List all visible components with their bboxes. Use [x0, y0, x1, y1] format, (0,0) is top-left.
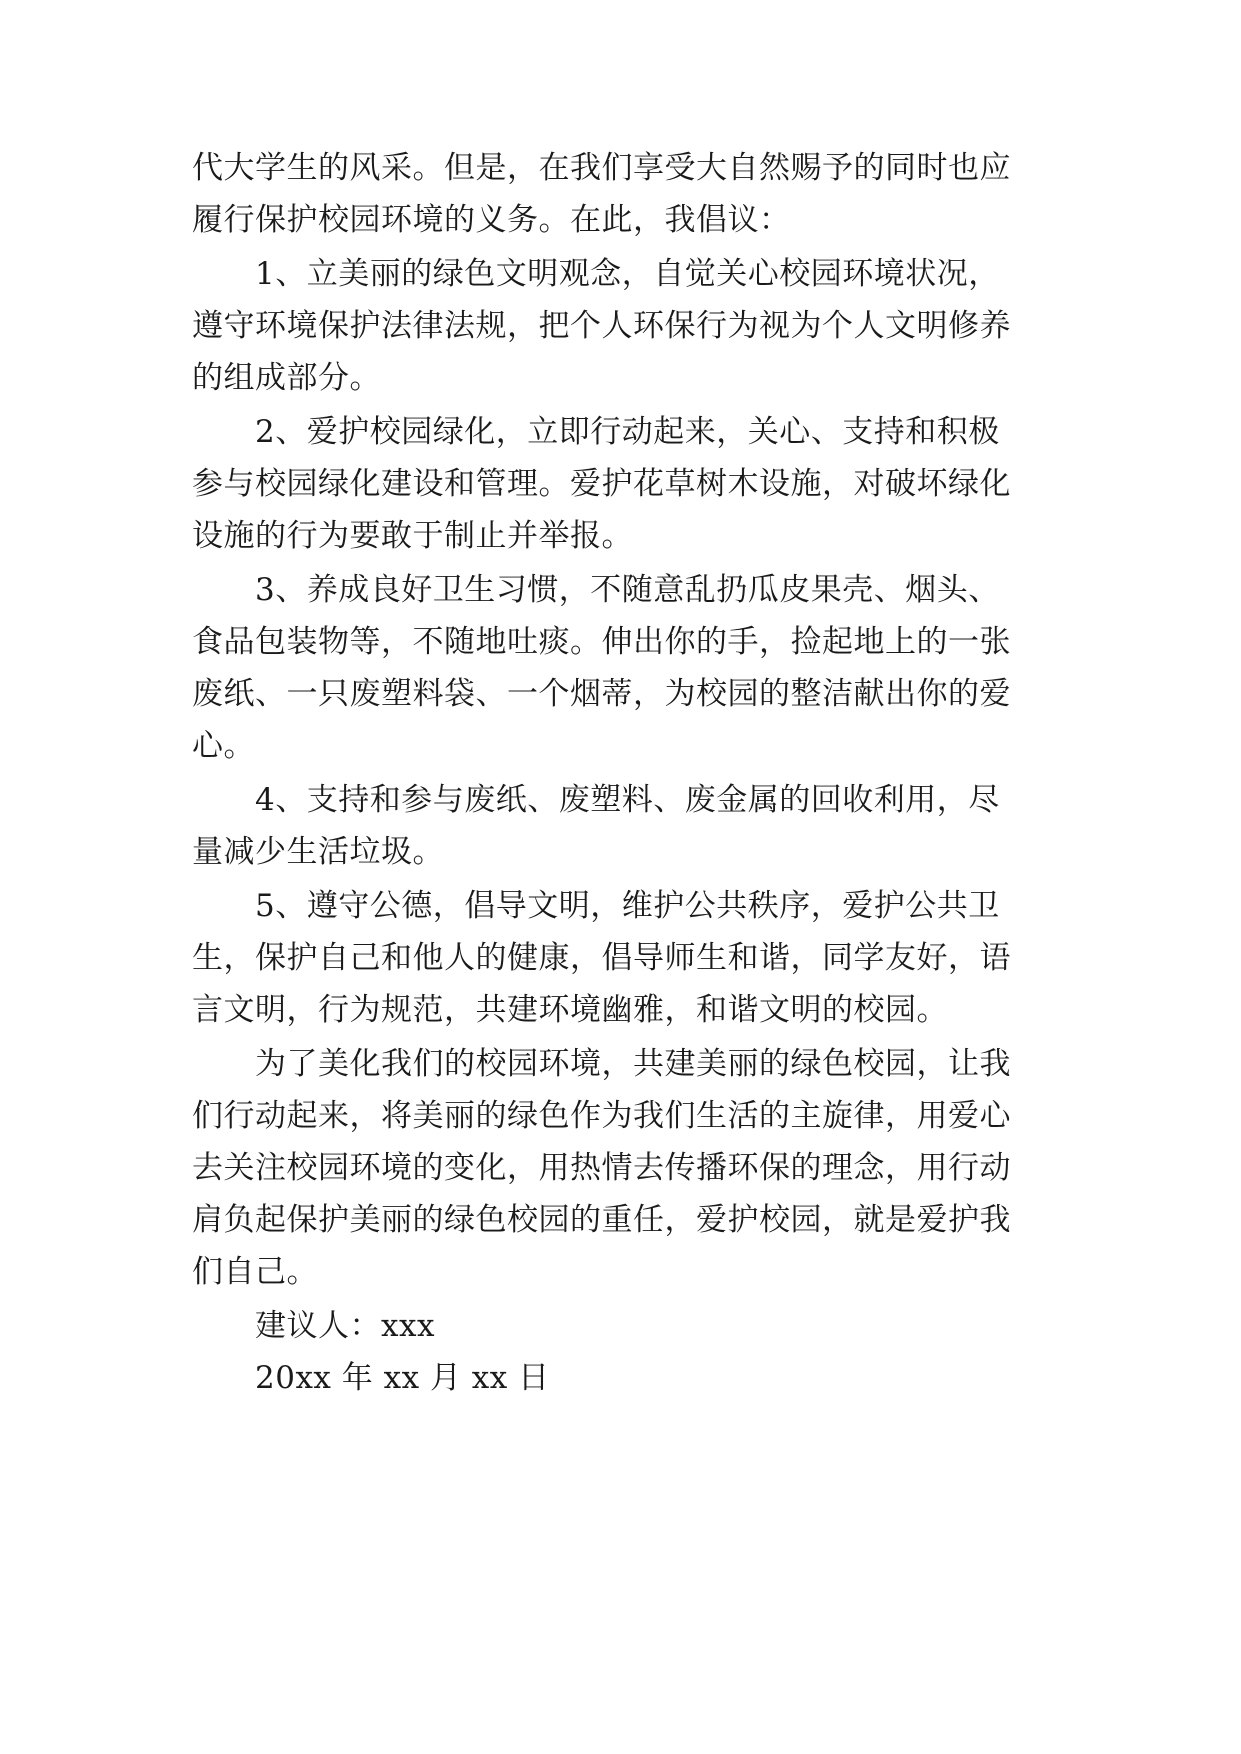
text-line: 设施的行为要敢于制止并举报。 — [192, 518, 633, 554]
text-line: 食品包装物等，不随地吐痰。伸出你的手，捡起地上的一张 — [192, 624, 1011, 660]
list-item-5: 5、遵守公德，倡导文明，维护公共秩序，爱护公共卫 — [255, 888, 1000, 924]
text-line: 去关注校园环境的变化，用热情去传播环保的理念，用行动 — [192, 1150, 1011, 1186]
list-item-4: 4、支持和参与废纸、废塑料、废金属的回收利用，尽 — [255, 782, 1000, 818]
text-line: 废纸、一只废塑料袋、一个烟蒂，为校园的整洁献出你的爱 — [192, 676, 1011, 712]
text-line: 的组成部分。 — [192, 360, 381, 396]
text-line: 遵守环境保护法律法规，把个人环保行为视为个人文明修养 — [192, 308, 1011, 344]
list-item-3: 3、养成良好卫生习惯，不随意乱扔瓜皮果壳、烟头、 — [255, 572, 1000, 608]
text-line: 履行保护校园环境的义务。在此，我倡议： — [192, 202, 791, 238]
text-line: 生，保护自己和他人的健康，倡导师生和谐，同学友好，语 — [192, 940, 1011, 976]
text-line: 参与校园绿化建设和管理。爱护花草树木设施，对破坏绿化 — [192, 466, 1011, 502]
list-item-1: 1、立美丽的绿色文明观念，自觉关心校园环境状况， — [255, 256, 1000, 292]
closing-paragraph: 为了美化我们的校园环境，共建美丽的绿色校园，让我 — [255, 1046, 1011, 1082]
text-line: 言文明，行为规范，共建环境幽雅，和谐文明的校园。 — [192, 992, 948, 1028]
text-line: 们行动起来，将美丽的绿色作为我们生活的主旋律，用爱心 — [192, 1098, 1011, 1134]
text-line: 量减少生活垃圾。 — [192, 834, 444, 870]
text-line: 们自己。 — [192, 1254, 318, 1290]
text-line: 肩负起保护美丽的绿色校园的重任，爱护校园，就是爱护我 — [192, 1202, 1011, 1238]
text-line: 代大学生的风采。但是，在我们享受大自然赐予的同时也应 — [192, 150, 1011, 186]
proposer-signature: 建议人：xxx — [255, 1308, 435, 1344]
list-item-2: 2、爱护校园绿化，立即行动起来，关心、支持和积极 — [255, 414, 1000, 450]
signature-date: 20xx 年 xx 月 xx 日 — [255, 1360, 550, 1396]
text-line: 心。 — [192, 728, 255, 764]
